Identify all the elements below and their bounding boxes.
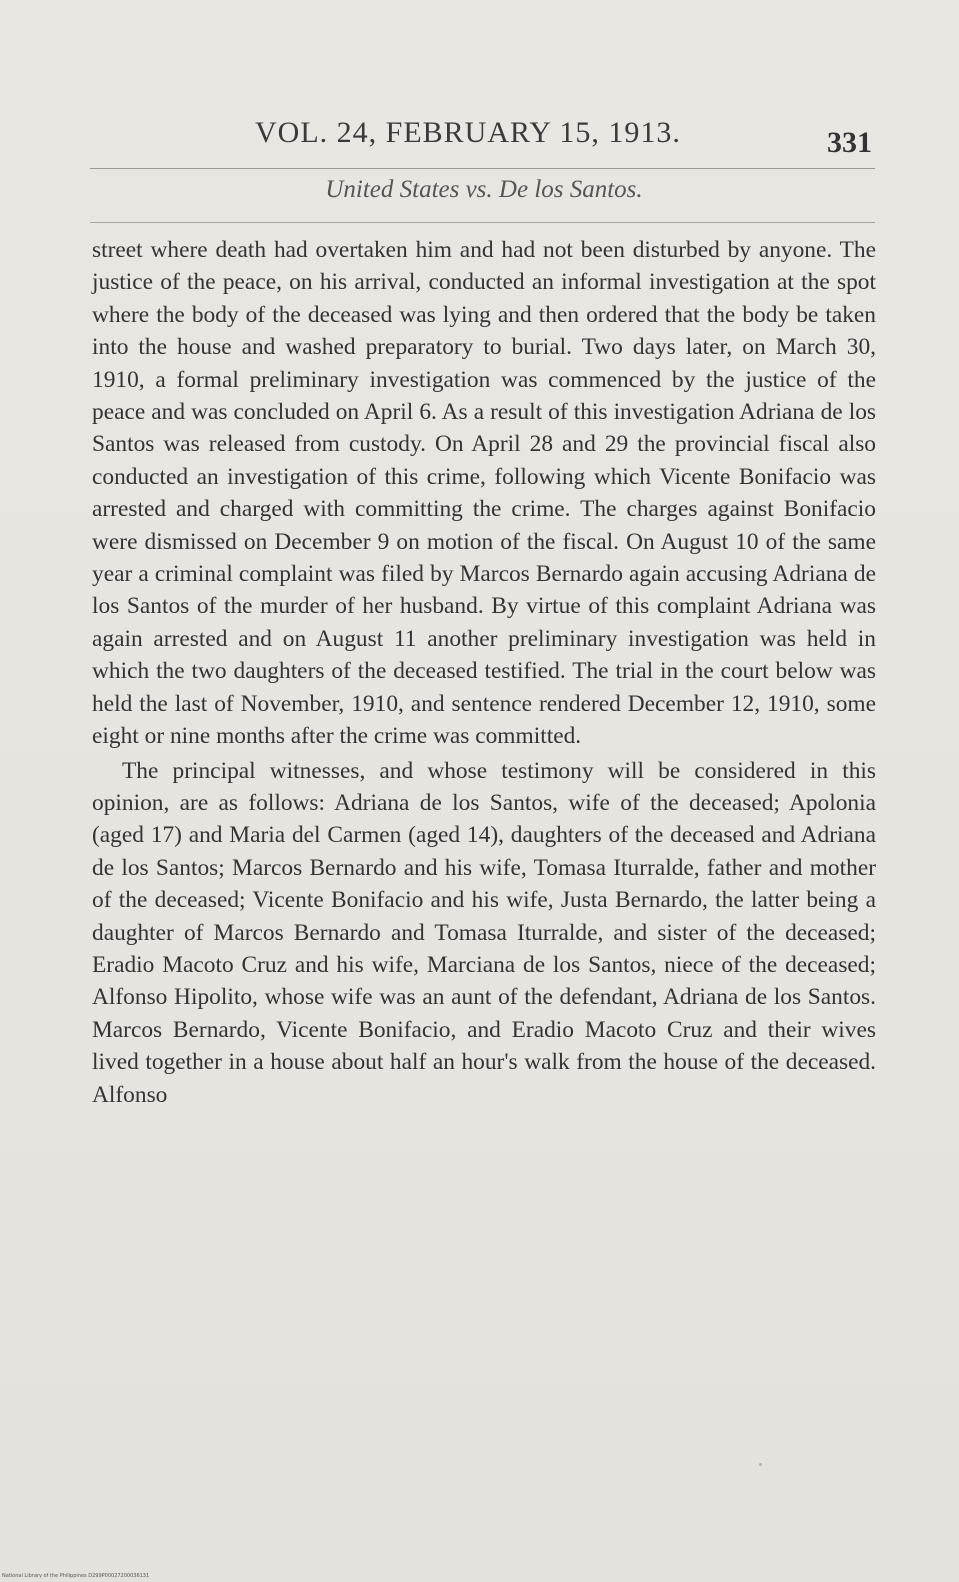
header-rule-top bbox=[90, 168, 875, 169]
footer-credit: National Library of the Philippines D299P00027200036131 bbox=[2, 1573, 150, 1579]
paragraph-witnesses: The principal witnesses, and whose testimony will be considered in this opinion, are as follows: Adriana de los Santos, wife of the deceased; Apolonia (aged 17) and Maria del Carmen (aged 14), daughters of the deceased and Adriana de los Santos; Marcos Bernardo and his wife, Tomasa Iturralde, father and mother of the deceased; Vicente Bonifacio and his wife, Justa Bernardo, the latter being a daughter of Marcos Bernardo and Tomasa Iturralde, and sister of the deceased; Eradio Macoto Cruz and his wife, Marciana de los Santos, niece of the deceased; Alfonso Hipolito, whose wife was an aunt of the defendant, Adriana de los Santos. Marcos Bernardo, Vicente Bonifacio, and Eradio Macoto Cruz and their wives lived together in a house about half an hour's walk from the house of the deceased. Alfonso bbox=[92, 757, 876, 1108]
body-text bbox=[92, 234, 876, 1111]
page-number: 331 bbox=[827, 126, 872, 159]
case-caption: United States vs. De los Santos. bbox=[325, 176, 643, 203]
running-title: VOL. 24, FEBRUARY 15, 1913. bbox=[255, 116, 681, 149]
paragraph-continued: street where death had overtaken him and had not been disturbed by anyone. The justice of the peace, on his arrival, conducted an informal investigation at the spot where the body of the deceased was lying and then ordered that the body be taken into the house and washed preparatory to burial. Two days later, on March 30, 1910, a formal preliminary investigation was commenced by the justice of the peace and was concluded on April 6. As a result of this investigation Adriana de los Santos was released from custody. On April 28 and 29 the provincial fiscal also conducted an investigation of this crime, following which Vicente Bonifacio was arrested and charged with committing the crime. The charges against Bonifacio were dismissed on December 9 on motion of the fiscal. On August 10 of the same year a criminal complaint was filed by Marcos Bernardo again accusing Adriana de los Santos of the murder of her husband. By virtue of this complaint Adriana was again arrested and on August 11 another preliminary investigation was held in which the two daughters of the deceased testified. The trial in the court below was held the last of November, 1910, and sentence rendered December 12, 1910, some eight or nine months after the crime was committed. bbox=[92, 237, 876, 750]
running-head bbox=[90, 116, 878, 166]
scan-speck bbox=[759, 1463, 762, 1466]
header-rule-bottom bbox=[90, 222, 875, 223]
